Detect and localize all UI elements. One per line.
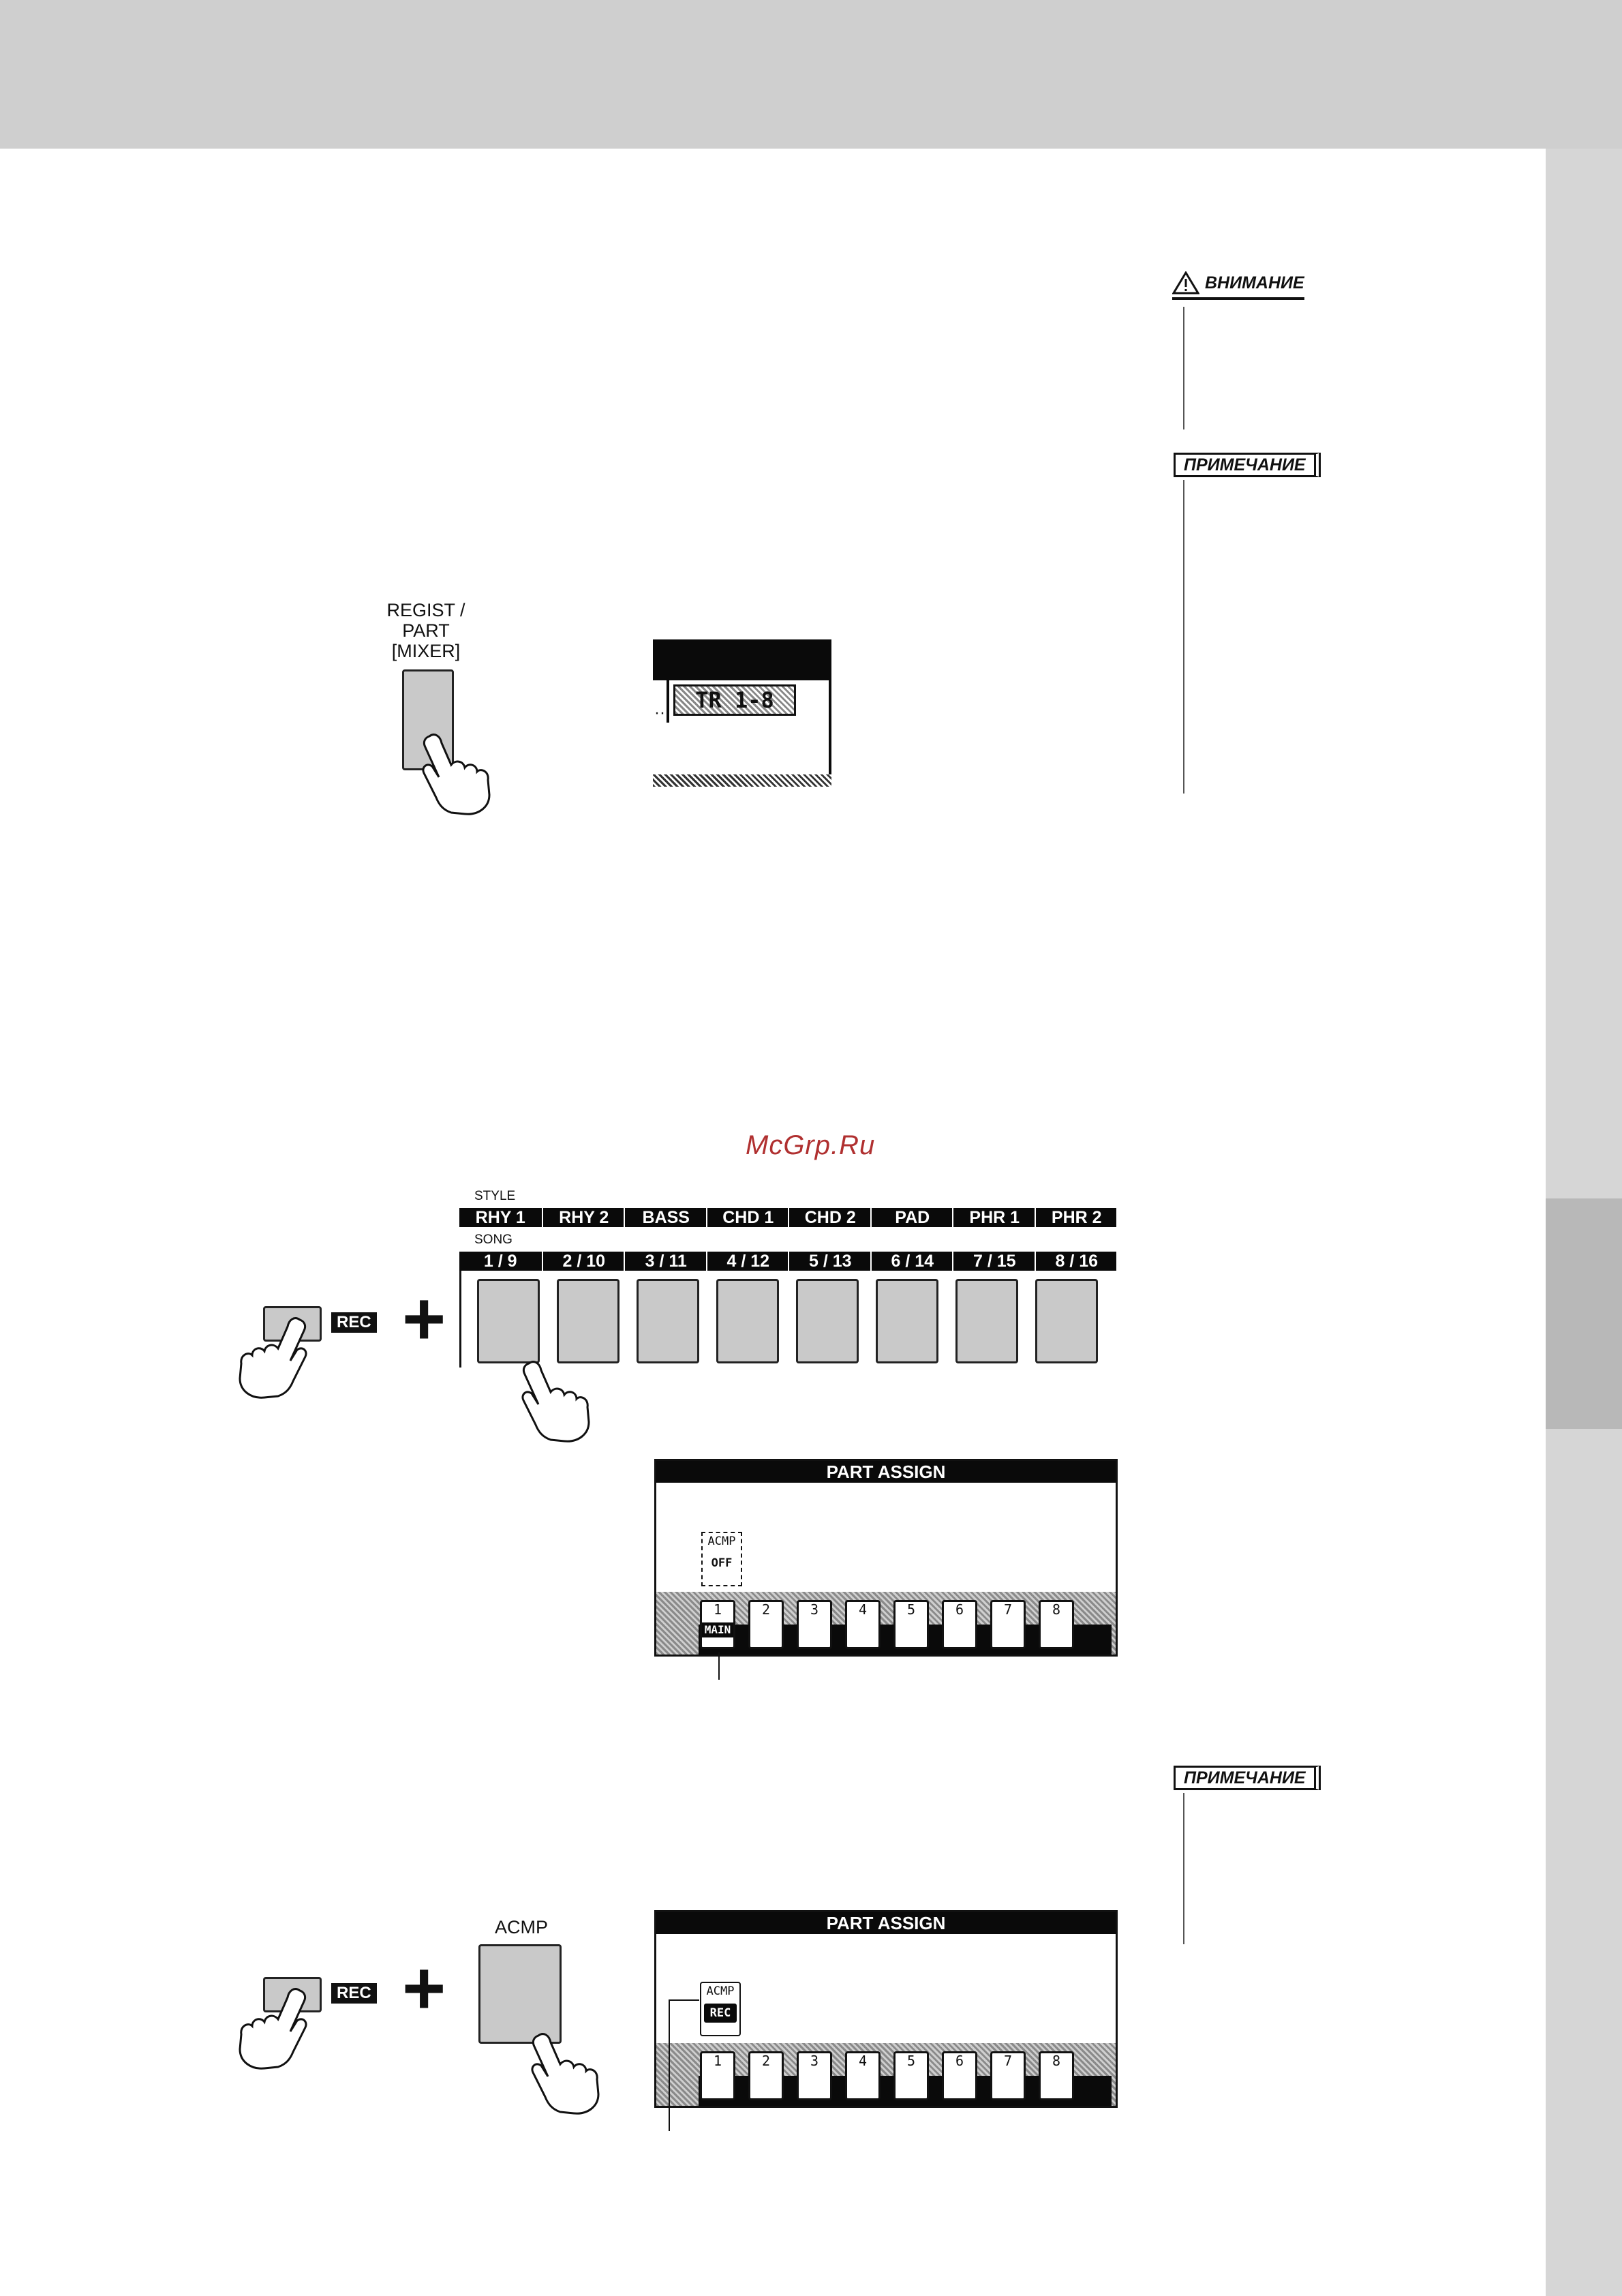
- part-track-button[interactable]: [876, 1279, 938, 1363]
- part-assign-lcd-1: [654, 1459, 1118, 1657]
- lcd-track-key: 6: [942, 2051, 977, 2100]
- style-part-label: PHR 1: [952, 1208, 1036, 1227]
- style-part-label: BASS: [624, 1208, 707, 1227]
- caution-heading: [1172, 271, 1304, 300]
- lcd-track-key: 2: [748, 1600, 784, 1649]
- lcd-track-key: 7: [990, 2051, 1026, 2100]
- style-part-label: CHD 2: [788, 1208, 872, 1227]
- pointing-hand-icon: [232, 1313, 320, 1402]
- song-track-label: 6 / 14: [870, 1252, 954, 1271]
- style-part-label: RHY 1: [475, 1208, 525, 1227]
- lcd-track-key: 3: [797, 1600, 832, 1649]
- lcd-header-bar: [653, 639, 831, 680]
- lcd-track-key: 1 MAIN: [700, 1600, 735, 1649]
- song-track-label: 2 / 10: [542, 1252, 626, 1271]
- part-track-button[interactable]: [477, 1279, 540, 1363]
- part-track-button[interactable]: [796, 1279, 859, 1363]
- lcd-frame: [667, 680, 669, 723]
- song-track-label: 7 / 15: [952, 1252, 1036, 1271]
- watermark: McGrp.Ru: [746, 1130, 876, 1160]
- lcd-track-key: 4: [845, 2051, 881, 2100]
- style-parts-bar: [459, 1208, 1116, 1227]
- part-assign-lcd-2: [654, 1910, 1118, 2108]
- lcd-track-key: 7: [990, 1600, 1026, 1649]
- regist-lcd: [653, 639, 831, 787]
- part-buttons-frame-left: [459, 1271, 461, 1368]
- top-band: [0, 0, 1622, 149]
- song-label: SONG: [474, 1233, 512, 1247]
- note-heading-2: ПРИМЕЧАНИЕ: [1174, 1766, 1321, 1790]
- style-part-label: PAD: [870, 1208, 954, 1227]
- lcd-track-key: 8: [1039, 1600, 1074, 1649]
- lcd-bottom-pattern: [653, 774, 831, 787]
- note-rule-2: [1183, 1793, 1184, 1944]
- lcd-track-key: 1: [700, 2051, 735, 2100]
- part-track-button[interactable]: [557, 1279, 619, 1363]
- pointing-hand-icon: [525, 2029, 607, 2117]
- lcd-track-key: 5: [893, 2051, 929, 2100]
- part-track-button[interactable]: [955, 1279, 1018, 1363]
- lcd-track-value: TR 1-8: [673, 684, 796, 716]
- style-part-label: CHD 1: [706, 1208, 790, 1227]
- lcd-title: PART ASSIGN: [656, 1912, 1116, 1934]
- lcd-track-key: 4: [845, 1600, 881, 1649]
- lcd-track-key: 6: [942, 1600, 977, 1649]
- style-part-label: PHR 2: [1035, 1208, 1118, 1227]
- pointing-hand-icon: [416, 729, 498, 818]
- lcd-track-key: 3: [797, 2051, 832, 2100]
- plus-sign: +: [402, 1277, 446, 1361]
- part-track-button[interactable]: [637, 1279, 699, 1363]
- lcd-track-key: 5: [893, 1600, 929, 1649]
- plus-sign: +: [402, 1946, 446, 2030]
- rec-tag: REC: [331, 1983, 377, 2004]
- note-heading-1: ПРИМЕЧАНИЕ: [1174, 453, 1321, 477]
- caution-rule: [1183, 307, 1184, 429]
- main-tag: MAIN: [702, 1622, 733, 1637]
- song-track-label: 8 / 16: [1035, 1252, 1118, 1271]
- song-tracks-bar: [459, 1252, 1116, 1271]
- chapter-tab: [1546, 1198, 1622, 1429]
- song-track-label: 4 / 12: [706, 1252, 790, 1271]
- acmp-indicator: ACMP REC: [700, 1982, 741, 2036]
- callout-line: [667, 1997, 707, 2134]
- song-track-label: 5 / 13: [788, 1252, 872, 1271]
- warning-icon: [1172, 271, 1199, 294]
- acmp-button-label: ACMP: [494, 1917, 548, 1937]
- callout-line: [718, 1652, 720, 1680]
- lcd-title: PART ASSIGN: [656, 1461, 1116, 1483]
- pointing-hand-icon: [232, 1984, 320, 2072]
- song-track-label: 3 / 11: [624, 1252, 707, 1271]
- part-track-button[interactable]: [716, 1279, 779, 1363]
- lcd-dots: ··: [654, 704, 665, 722]
- rec-tag: REC: [331, 1312, 377, 1333]
- note-rule-1: [1183, 480, 1184, 794]
- caution-label: ВНИМАНИЕ: [1205, 273, 1304, 292]
- style-part-label: RHY 2: [542, 1208, 626, 1227]
- song-track-label: 1 / 9: [483, 1252, 517, 1271]
- part-track-button[interactable]: [1035, 1279, 1098, 1363]
- style-label: STYLE: [474, 1189, 516, 1203]
- acmp-indicator: ACMP OFF: [701, 1532, 742, 1586]
- lcd-right-edge: [829, 639, 831, 787]
- pointing-hand-icon: [515, 1357, 597, 1445]
- lcd-track-key: 8: [1039, 2051, 1074, 2100]
- lcd-track-key: 2: [748, 2051, 784, 2100]
- regist-button-label: REGIST / PART [MIXER]: [386, 600, 465, 661]
